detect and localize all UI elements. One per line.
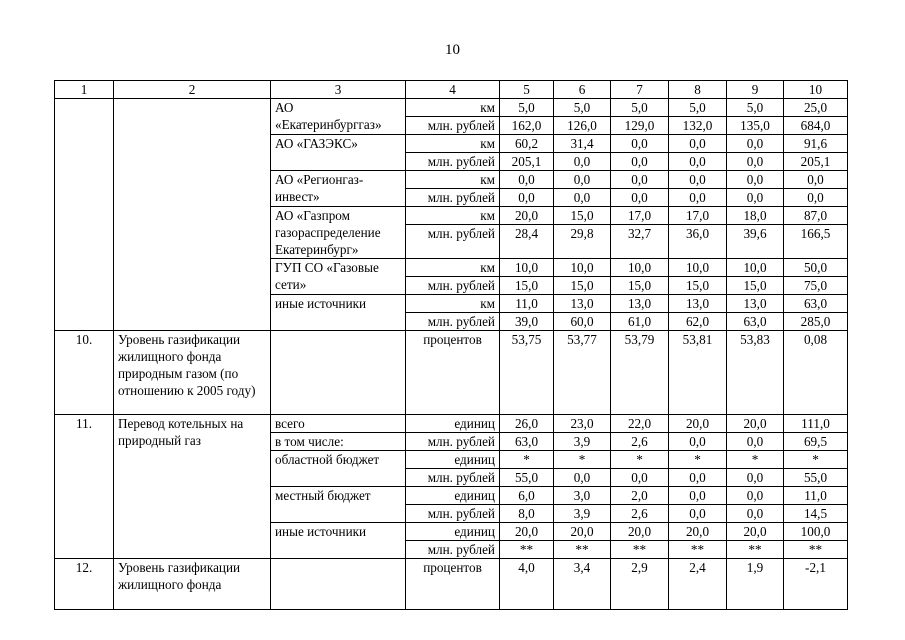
column-header: 9 xyxy=(727,81,784,99)
value-cell: 55,0 xyxy=(500,469,554,487)
column-header: 3 xyxy=(271,81,406,99)
value-cell: 5,0 xyxy=(554,99,611,117)
table-row xyxy=(55,415,848,433)
unit-cell: млн. рублей xyxy=(406,225,500,259)
value-cell: 5,0 xyxy=(669,99,727,117)
value-cell: 20,0 xyxy=(727,523,784,541)
value-cell: 39,0 xyxy=(500,313,554,331)
source-name: АО «Регионгаз-инвест» xyxy=(271,171,406,207)
value-cell: 20,0 xyxy=(611,523,669,541)
value-cell: 162,0 xyxy=(500,117,554,135)
value-cell: 0,0 xyxy=(727,469,784,487)
column-header: 5 xyxy=(500,81,554,99)
value-cell: 0,0 xyxy=(727,171,784,189)
unit-cell: км xyxy=(406,295,500,313)
value-cell: * xyxy=(611,451,669,469)
value-cell: 132,0 xyxy=(669,117,727,135)
value-cell: 8,0 xyxy=(500,505,554,523)
unit-cell: км xyxy=(406,171,500,189)
value-cell: 10,0 xyxy=(611,259,669,277)
source-name xyxy=(271,559,406,610)
source-name: местный бюджет xyxy=(271,487,406,523)
value-cell: 13,0 xyxy=(611,295,669,313)
value-cell: 0,0 xyxy=(554,171,611,189)
row-number: 11. xyxy=(55,415,114,559)
value-cell: 15,0 xyxy=(500,277,554,295)
value-cell: ** xyxy=(611,541,669,559)
value-cell: 10,0 xyxy=(554,259,611,277)
column-header: 1 xyxy=(55,81,114,99)
value-cell: 0,0 xyxy=(727,153,784,171)
unit-cell: млн. рублей xyxy=(406,469,500,487)
value-cell: 18,0 xyxy=(727,207,784,225)
value-cell: 0,0 xyxy=(727,487,784,505)
source-name xyxy=(271,331,406,415)
value-cell: 2,6 xyxy=(611,505,669,523)
value-cell: 0,0 xyxy=(669,153,727,171)
row-number: 10. xyxy=(55,331,114,415)
value-cell: 63,0 xyxy=(784,295,848,313)
value-cell: 3,9 xyxy=(554,433,611,451)
value-cell: 135,0 xyxy=(727,117,784,135)
value-cell: 39,6 xyxy=(727,225,784,259)
value-cell: 2,6 xyxy=(611,433,669,451)
value-cell: 6,0 xyxy=(500,487,554,505)
value-cell: 3,9 xyxy=(554,505,611,523)
value-cell: 285,0 xyxy=(784,313,848,331)
value-cell: 3,4 xyxy=(554,559,611,610)
value-cell: 0,0 xyxy=(727,135,784,153)
value-cell: 63,0 xyxy=(727,313,784,331)
value-cell: 0,0 xyxy=(727,505,784,523)
row-number-cell xyxy=(55,99,114,331)
value-cell: 0,0 xyxy=(554,469,611,487)
value-cell: 0,0 xyxy=(784,171,848,189)
value-cell: * xyxy=(554,451,611,469)
value-cell: 20,0 xyxy=(554,523,611,541)
indicator-title: Уровень газификации жилищного фонда природным газом (по отношению к 2005 году) xyxy=(114,331,271,415)
value-cell: 2,9 xyxy=(611,559,669,610)
value-cell: 11,0 xyxy=(500,295,554,313)
value-cell: 684,0 xyxy=(784,117,848,135)
value-cell: 126,0 xyxy=(554,117,611,135)
value-cell: 14,5 xyxy=(784,505,848,523)
source-name: ГУП СО «Газовые сети» xyxy=(271,259,406,295)
value-cell: 0,0 xyxy=(554,153,611,171)
total-label: всего xyxy=(271,415,406,433)
column-header: 2 xyxy=(114,81,271,99)
table-row xyxy=(55,81,848,99)
value-cell: 0,0 xyxy=(784,189,848,207)
unit-cell: км xyxy=(406,135,500,153)
source-name: АО «Екатеринбурггаз» xyxy=(271,99,406,135)
value-cell: 63,0 xyxy=(500,433,554,451)
unit-cell: млн. рублей xyxy=(406,153,500,171)
value-cell: 60,2 xyxy=(500,135,554,153)
value-cell: ** xyxy=(784,541,848,559)
value-cell: 166,5 xyxy=(784,225,848,259)
value-cell: ** xyxy=(500,541,554,559)
value-cell: 3,0 xyxy=(554,487,611,505)
value-cell: 10,0 xyxy=(669,259,727,277)
value-cell: 0,0 xyxy=(611,171,669,189)
value-cell: 0,0 xyxy=(669,487,727,505)
value-cell: 13,0 xyxy=(727,295,784,313)
value-cell: 0,0 xyxy=(611,189,669,207)
value-cell: 0,0 xyxy=(669,469,727,487)
value-cell: 0,0 xyxy=(611,153,669,171)
column-header: 7 xyxy=(611,81,669,99)
value-cell: 129,0 xyxy=(611,117,669,135)
value-cell: 17,0 xyxy=(611,207,669,225)
column-header: 4 xyxy=(406,81,500,99)
value-cell: 55,0 xyxy=(784,469,848,487)
value-cell: 29,8 xyxy=(554,225,611,259)
value-cell: 0,0 xyxy=(669,433,727,451)
value-cell: 0,0 xyxy=(669,189,727,207)
unit-cell: единиц xyxy=(406,523,500,541)
unit-cell: единиц xyxy=(406,415,500,433)
value-cell: 5,0 xyxy=(500,99,554,117)
value-cell: 0,0 xyxy=(727,189,784,207)
source-name: областной бюджет xyxy=(271,451,406,487)
value-cell: 111,0 xyxy=(784,415,848,433)
value-cell: 0,0 xyxy=(554,189,611,207)
gasification-table xyxy=(54,80,848,610)
value-cell: 20,0 xyxy=(500,523,554,541)
unit-cell: единиц xyxy=(406,451,500,469)
value-cell: 20,0 xyxy=(669,523,727,541)
value-cell: 15,0 xyxy=(554,207,611,225)
value-cell: ** xyxy=(669,541,727,559)
value-cell: 32,7 xyxy=(611,225,669,259)
value-cell: ** xyxy=(554,541,611,559)
value-cell: 53,77 xyxy=(554,331,611,415)
value-cell: 15,0 xyxy=(669,277,727,295)
value-cell: 36,0 xyxy=(669,225,727,259)
value-cell: 23,0 xyxy=(554,415,611,433)
value-cell: 91,6 xyxy=(784,135,848,153)
indicator-title: Перевод котельных на природный газ xyxy=(114,415,271,559)
value-cell: 28,4 xyxy=(500,225,554,259)
value-cell: 205,1 xyxy=(784,153,848,171)
source-name: АО «ГАЗЭКС» xyxy=(271,135,406,171)
value-cell: 13,0 xyxy=(554,295,611,313)
table-row xyxy=(55,99,848,117)
column-header: 10 xyxy=(784,81,848,99)
value-cell: 26,0 xyxy=(500,415,554,433)
value-cell: 53,79 xyxy=(611,331,669,415)
value-cell: 0,0 xyxy=(669,171,727,189)
value-cell: 0,0 xyxy=(500,189,554,207)
value-cell: * xyxy=(727,451,784,469)
value-cell: 87,0 xyxy=(784,207,848,225)
value-cell: 2,4 xyxy=(669,559,727,610)
value-cell: 0,0 xyxy=(611,469,669,487)
value-cell: 100,0 xyxy=(784,523,848,541)
indicator-title: Уровень газификации жилищного фонда xyxy=(114,559,271,610)
value-cell: 25,0 xyxy=(784,99,848,117)
unit-cell: км xyxy=(406,207,500,225)
value-cell: 31,4 xyxy=(554,135,611,153)
value-cell: 69,5 xyxy=(784,433,848,451)
source-name: АО «Газпром газораспределение Екатеринбург» xyxy=(271,207,406,259)
value-cell: 10,0 xyxy=(727,259,784,277)
unit-cell: млн. рублей xyxy=(406,541,500,559)
value-cell: 50,0 xyxy=(784,259,848,277)
value-cell: 0,0 xyxy=(500,171,554,189)
value-cell: -2,1 xyxy=(784,559,848,610)
value-cell: 61,0 xyxy=(611,313,669,331)
value-cell: 0,0 xyxy=(727,433,784,451)
value-cell: 53,75 xyxy=(500,331,554,415)
value-cell: 0,08 xyxy=(784,331,848,415)
unit-cell: млн. рублей xyxy=(406,505,500,523)
value-cell: 0,0 xyxy=(611,135,669,153)
value-cell: 0,0 xyxy=(669,135,727,153)
table-row xyxy=(55,559,848,610)
row-number: 12. xyxy=(55,559,114,610)
value-cell: 20,0 xyxy=(500,207,554,225)
value-cell: 1,9 xyxy=(727,559,784,610)
unit-cell: единиц xyxy=(406,487,500,505)
column-header: 6 xyxy=(554,81,611,99)
unit-cell: млн. рублей xyxy=(406,277,500,295)
including-label: в том числе: xyxy=(271,433,406,451)
column-header: 8 xyxy=(669,81,727,99)
value-cell: 22,0 xyxy=(611,415,669,433)
value-cell: 53,83 xyxy=(727,331,784,415)
unit-cell: км xyxy=(406,99,500,117)
value-cell: 20,0 xyxy=(669,415,727,433)
unit-cell: млн. рублей xyxy=(406,433,500,451)
value-cell: 15,0 xyxy=(554,277,611,295)
value-cell: 17,0 xyxy=(669,207,727,225)
value-cell: 53,81 xyxy=(669,331,727,415)
value-cell: 0,0 xyxy=(669,505,727,523)
unit-cell: процентов xyxy=(406,331,500,415)
source-name: иные источники xyxy=(271,523,406,559)
unit-cell: млн. рублей xyxy=(406,117,500,135)
value-cell: 13,0 xyxy=(669,295,727,313)
value-cell: 10,0 xyxy=(500,259,554,277)
source-name: иные источники xyxy=(271,295,406,331)
unit-cell: млн. рублей xyxy=(406,189,500,207)
unit-cell: млн. рублей xyxy=(406,313,500,331)
value-cell: 11,0 xyxy=(784,487,848,505)
indicator-cell xyxy=(114,99,271,331)
value-cell: ** xyxy=(727,541,784,559)
value-cell: 2,0 xyxy=(611,487,669,505)
value-cell: 5,0 xyxy=(727,99,784,117)
value-cell: 62,0 xyxy=(669,313,727,331)
value-cell: 15,0 xyxy=(727,277,784,295)
value-cell: * xyxy=(784,451,848,469)
page-number: 10 xyxy=(445,42,460,58)
value-cell: 60,0 xyxy=(554,313,611,331)
value-cell: 20,0 xyxy=(727,415,784,433)
value-cell: 205,1 xyxy=(500,153,554,171)
value-cell: 15,0 xyxy=(611,277,669,295)
value-cell: 75,0 xyxy=(784,277,848,295)
value-cell: 4,0 xyxy=(500,559,554,610)
value-cell: * xyxy=(500,451,554,469)
table-row xyxy=(55,331,848,415)
unit-cell: км xyxy=(406,259,500,277)
value-cell: 5,0 xyxy=(611,99,669,117)
value-cell: * xyxy=(669,451,727,469)
unit-cell: процентов xyxy=(406,559,500,610)
